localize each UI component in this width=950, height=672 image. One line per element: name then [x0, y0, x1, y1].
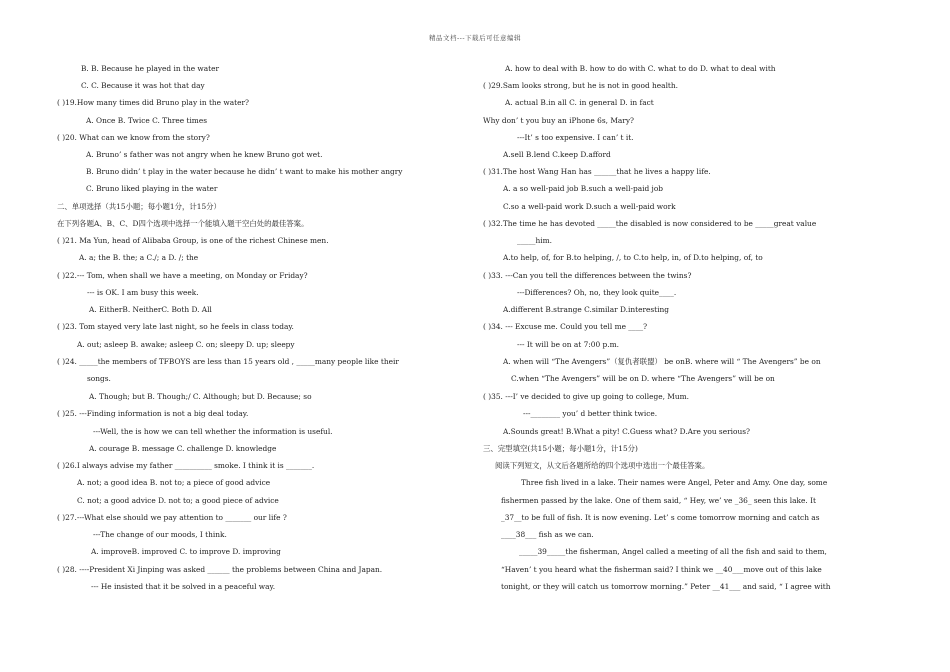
q35-options: A.Sounds great! B.What a pity! C.Guess what? D.Are you serious?: [503, 427, 750, 436]
q21-options: A. a; the B. the; a C./; a D. /; the: [79, 253, 199, 262]
q32-options: A.to help, of, for B.to helping, /, to C.to help, in, of D.to helping, of, to: [503, 253, 763, 262]
page-header: 精品文档---下载后可任意编辑: [428, 34, 522, 42]
q35-dialog: ---________ you’ d better think twice.: [523, 409, 658, 418]
q23-options: A. out; asleep B. awake; asleep C. on; sleepy D. up; sleepy: [77, 340, 295, 349]
q24-options: A. Though; but B. Though;/ C. Although; but D. Because; so: [89, 392, 312, 401]
q18-option-b: B. B. Because he played in the water: [81, 64, 220, 73]
q26-options-cd: C. not; a good advice D. not to; a good piece of advice: [77, 496, 279, 505]
section-3-instruction: 阅读下列短文，从文后各题所给的四个选项中选出一个最佳答案。: [495, 461, 710, 470]
q34-options-ab: A. when will “The Avengers”（复仇者联盟） be onB. where will “ The Avengers” be on: [503, 357, 821, 366]
q33-dialog: ---Differences? Oh, no, they look quite____.: [517, 288, 677, 297]
section-2-instruction: 在下列各题A、B、C、D四个选项中选择一个能填入题干空白处的最佳答案。: [57, 219, 309, 228]
q20-option-b: B. Bruno didn’ t play in the water because he didn’ t want to make his mother angry: [86, 167, 403, 176]
q22-dialog: --- is OK. I am busy this week.: [87, 288, 199, 297]
question-24: ( )24. _____the members of TFBOYS are less than 15 years old , _____many people like their: [57, 357, 399, 366]
q20-option-c: C. Bruno liked playing in the water: [86, 184, 218, 193]
q28-dialog: --- He insisted that it be solved in a peaceful way.: [91, 582, 276, 591]
q20-option-a: A. Bruno’ s father was not angry when he knew Bruno got wet.: [86, 150, 323, 159]
passage-line-4: ____38___ fish as we can.: [501, 530, 594, 539]
q25-options: A. courage B. message C. challenge D. knowledge: [89, 444, 277, 453]
question-34: ( )34. --- Excuse me. Could you tell me ____?: [483, 322, 648, 331]
passage-line-3: _37__to be full of fish. It is now evening. Let’ s come tomorrow morning and catch as: [501, 513, 820, 522]
question-25: ( )25. ---Finding information is not a big deal today.: [57, 409, 249, 418]
q19-options: A. Once B. Twice C. Three times: [86, 116, 207, 125]
question-20: ( )20. What can we know from the story?: [57, 133, 210, 142]
question-27: ( )27.---What else should we pay attention to _______ our life ?: [57, 513, 287, 522]
section-3-heading: 三、完型填空(共15小题；每小题1分，计15分): [483, 444, 638, 453]
question-31: ( )31.The host Wang Han has ______that he lives a happy life.: [483, 167, 711, 176]
passage-line-2: fishermen passed by the lake. One of them said, “ Hey, we’ ve _36_ seen this lake. It: [501, 496, 816, 505]
q25-dialog: ---Well, the is how we can tell whether the information is useful.: [93, 427, 333, 436]
question-35: ( )35. ---I’ ve decided to give up going to college, Mum.: [483, 392, 689, 401]
q26-options-ab: A. not; a good idea B. not to; a piece of good advice: [77, 478, 271, 487]
question-19: ( )19.How many times did Bruno play in the water?: [57, 98, 249, 107]
passage-line-6: “Haven’ t you heard what the fisherman said? I think we __40___move out of this lake: [501, 565, 822, 574]
q29-options: A. actual B.in all C. in general D. in fact: [505, 98, 654, 107]
q28-options: A. how to deal with B. how to do with C. what to do D. what to deal with: [505, 64, 776, 73]
q22-options: A. EitherB. NeitherC. Both D. All: [89, 305, 212, 314]
q31-options-cd: C.so a well-paid work D.such a well-paid work: [503, 202, 676, 211]
q31-options-ab: A. a so well-paid job B.such a well-paid job: [503, 184, 664, 193]
question-21: ( )21. Ma Yun, head of Alibaba Group, is one of the richest Chinese men.: [57, 236, 329, 245]
question-30: Why don’ t you buy an iPhone 6s, Mary?: [483, 116, 634, 125]
passage-line-5: _____39_____the fisherman, Angel called a meeting of all the fish and said to them,: [519, 547, 827, 556]
q27-dialog: ---The change of our moods, I think.: [93, 530, 227, 539]
q30-dialog: ---It’ s too expensive. I can’ t it.: [517, 133, 634, 142]
q30-options: A.sell B.lend C.keep D.afford: [503, 150, 611, 159]
passage-line-7: tonight, or they will catch us tomorrow morning.” Peter __41___ and said, “ I agree with: [501, 582, 831, 591]
q34-options-cd: C.when “The Avengers” will be on D. where “The Avengers” will be on: [511, 374, 775, 383]
question-22: ( )22.--- Tom, when shall we have a meeting, on Monday or Friday?: [57, 271, 308, 280]
question-29: ( )29.Sam looks strong, but he is not in good health.: [483, 81, 679, 90]
question-23: ( )23. Tom stayed very late last night, so he feels in class today.: [57, 322, 294, 331]
question-32: ( )32.The time he has devoted _____the disabled is now considered to be _____great value: [483, 219, 817, 228]
passage-line-1: Three fish lived in a lake. Their names were Angel, Peter and Amy. One day, some: [521, 478, 828, 487]
q32-continuation: _____him.: [517, 236, 552, 245]
q27-options: A. improveB. improved C. to improve D. improving: [91, 547, 281, 556]
q18-option-c: C. C. Because it was hot that day: [81, 81, 205, 90]
q33-options: A.different B.strange C.similar D.interesting: [503, 305, 670, 314]
question-26: ( )26.I always advise my father __________ smoke. I think it is _______.: [57, 461, 315, 470]
q24-continuation: songs.: [87, 374, 111, 383]
q34-dialog: --- It will be on at 7:00 p.m.: [517, 340, 619, 349]
section-2-heading: 二、单项选择（共15小题；每小题1分，计15分）: [57, 202, 221, 211]
question-33: ( )33. ---Can you tell the differences between the twins?: [483, 271, 692, 280]
question-28: ( )28. ----President Xi Jinping was asked ______ the problems between China and Japan.: [57, 565, 383, 574]
